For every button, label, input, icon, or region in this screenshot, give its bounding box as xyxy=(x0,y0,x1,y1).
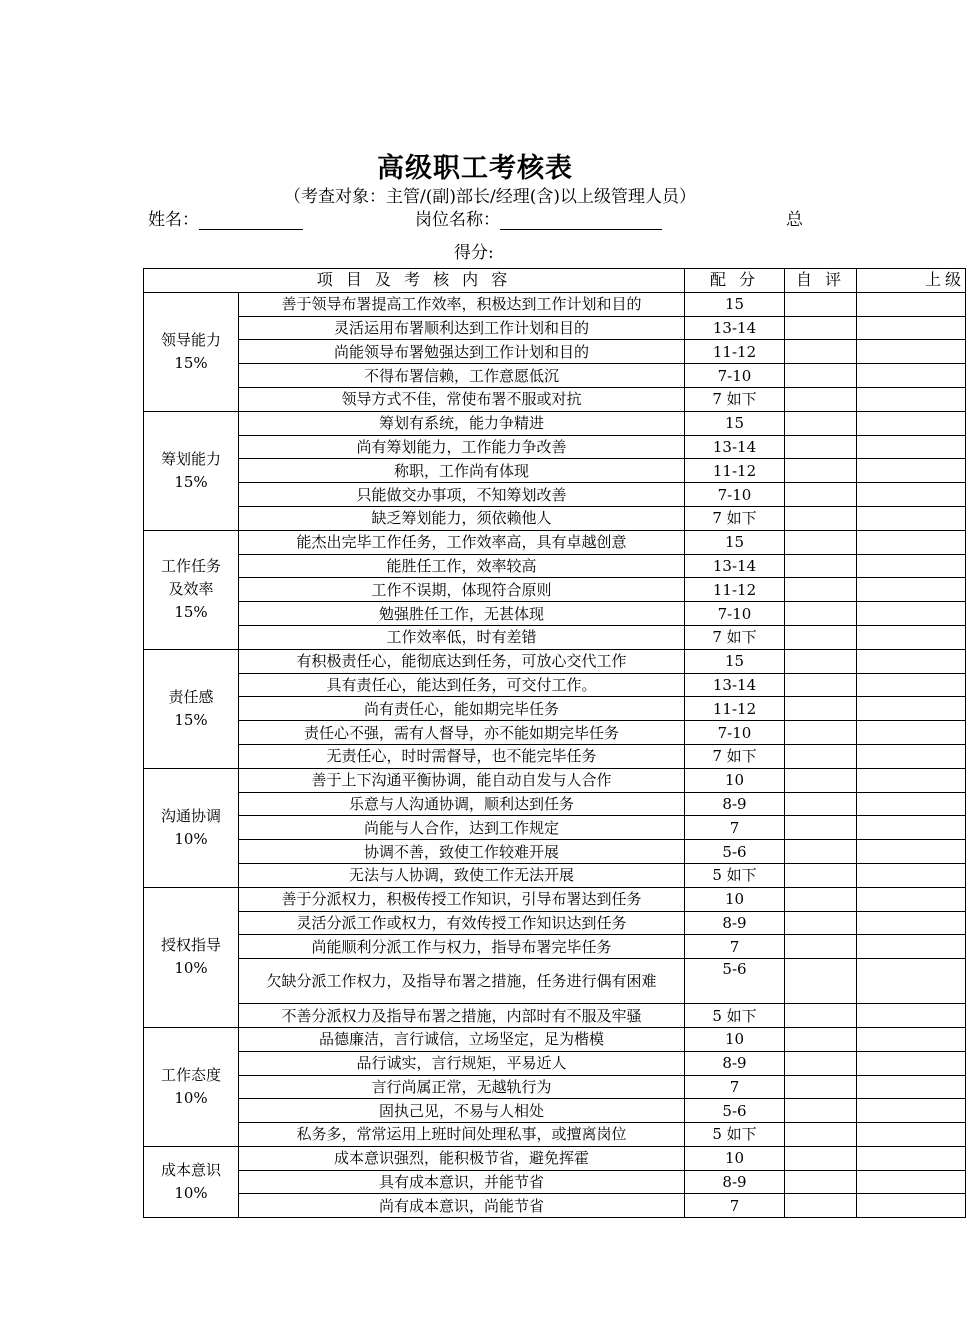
item-text: 工作不误期，体现符合原则 xyxy=(239,578,685,602)
item-score: 7 如下 xyxy=(685,744,785,768)
table-row xyxy=(144,816,966,840)
table-row xyxy=(144,1051,966,1075)
self-eval-cell[interactable] xyxy=(785,602,857,626)
table-row xyxy=(144,721,966,745)
item-score: 5-6 xyxy=(685,1099,785,1123)
self-eval-cell[interactable] xyxy=(785,816,857,840)
table-row xyxy=(144,1123,966,1147)
category-cell xyxy=(144,292,239,411)
name-label: 姓名： xyxy=(148,210,199,230)
self-eval-cell[interactable] xyxy=(785,530,857,554)
superior-eval-cell[interactable] xyxy=(857,887,966,911)
item-text: 筹划有系统，能力争精进 xyxy=(239,411,685,435)
self-eval-cell[interactable] xyxy=(785,911,857,935)
self-eval-cell[interactable] xyxy=(785,340,857,364)
table-row xyxy=(144,411,966,435)
item-text: 善于领导布署提高工作效率，积极达到工作计划和目的 xyxy=(239,292,685,316)
total-label: 总 xyxy=(786,210,803,230)
item-score: 10 xyxy=(685,887,785,911)
self-eval-cell[interactable] xyxy=(785,649,857,673)
category-name-line2: 及效率 xyxy=(168,580,214,599)
category-weight: 10% xyxy=(174,1184,208,1203)
item-text: 私务多，常常运用上班时间处理私事，或擅离岗位 xyxy=(239,1123,685,1147)
table-row xyxy=(144,649,966,673)
item-text: 善于上下沟通平衡协调，能自动自发与人合作 xyxy=(239,768,685,792)
table-row xyxy=(144,840,966,864)
category-name: 沟通协调 xyxy=(160,806,221,825)
item-score: 7 xyxy=(685,816,785,840)
item-text: 缺乏筹划能力，须依赖他人 xyxy=(239,506,685,530)
evaluation-table xyxy=(143,268,966,1218)
category-name: 工作态度 xyxy=(160,1065,221,1084)
item-text: 尚能领导布署勉强达到工作计划和目的 xyxy=(239,340,685,364)
item-score: 7 xyxy=(685,1194,785,1218)
table-row xyxy=(144,506,966,530)
superior-eval-cell[interactable] xyxy=(857,1146,966,1170)
item-score: 13-14 xyxy=(685,673,785,697)
item-score: 7 如下 xyxy=(685,625,785,649)
self-eval-cell[interactable] xyxy=(785,768,857,792)
category-cell xyxy=(144,1027,239,1146)
item-text: 尚能与人合作，达到工作规定 xyxy=(239,816,685,840)
self-eval-cell[interactable] xyxy=(785,435,857,459)
item-score: 8-9 xyxy=(685,792,785,816)
item-text: 欠缺分派工作权力，及指导布署之措施，任务进行偶有困难 xyxy=(239,959,685,1004)
superior-eval-cell[interactable] xyxy=(857,1004,966,1028)
superior-eval-cell[interactable] xyxy=(857,411,966,435)
table-row xyxy=(144,340,966,364)
category-cell xyxy=(144,530,239,649)
self-eval-cell[interactable] xyxy=(785,1146,857,1170)
superior-eval-cell[interactable] xyxy=(857,1123,966,1147)
self-eval-cell[interactable] xyxy=(785,1194,857,1218)
category-weight: 15% xyxy=(174,603,208,622)
table-row xyxy=(144,792,966,816)
table-row xyxy=(144,578,966,602)
superior-eval-cell[interactable] xyxy=(857,744,966,768)
item-text: 乐意与人沟通协调，顺利达到任务 xyxy=(239,792,685,816)
category-weight: 15% xyxy=(174,710,208,729)
superior-eval-cell[interactable] xyxy=(857,911,966,935)
superior-eval-cell[interactable] xyxy=(857,483,966,507)
self-eval-cell[interactable] xyxy=(785,1027,857,1051)
table-row xyxy=(144,387,966,411)
superior-eval-cell[interactable] xyxy=(857,364,966,388)
table-row xyxy=(144,744,966,768)
superior-eval-cell[interactable] xyxy=(857,554,966,578)
item-score: 10 xyxy=(685,768,785,792)
item-score: 7 xyxy=(685,935,785,959)
item-score: 10 xyxy=(685,1027,785,1051)
item-score: 10 xyxy=(685,1146,785,1170)
item-score: 11-12 xyxy=(685,578,785,602)
item-score: 7 xyxy=(685,1075,785,1099)
self-eval-cell[interactable] xyxy=(785,1099,857,1123)
item-score: 7-10 xyxy=(685,721,785,745)
category-name-line1: 工作任务 xyxy=(160,557,221,576)
category-weight: 10% xyxy=(174,829,208,848)
superior-eval-cell[interactable] xyxy=(857,1170,966,1194)
table-row xyxy=(144,316,966,340)
score-label: 得分: xyxy=(454,243,494,263)
category-weight: 10% xyxy=(174,959,208,978)
item-text: 只能做交办事项，不知筹划改善 xyxy=(239,483,685,507)
superior-eval-cell[interactable] xyxy=(857,959,966,1004)
table-row xyxy=(144,1004,966,1028)
self-eval-cell[interactable] xyxy=(785,697,857,721)
item-text: 品德廉洁，言行诚信，立场坚定，足为楷模 xyxy=(239,1027,685,1051)
item-score: 11-12 xyxy=(685,697,785,721)
name-field xyxy=(148,205,303,230)
item-score: 5 如下 xyxy=(685,1123,785,1147)
header-item: 项 目 及 考 核 内 容 xyxy=(144,269,685,293)
table-row xyxy=(144,1194,966,1218)
self-eval-cell[interactable] xyxy=(785,578,857,602)
self-eval-cell[interactable] xyxy=(785,935,857,959)
item-score: 7 如下 xyxy=(685,506,785,530)
self-eval-cell[interactable] xyxy=(785,459,857,483)
superior-eval-cell[interactable] xyxy=(857,387,966,411)
self-eval-cell[interactable] xyxy=(785,483,857,507)
self-eval-cell[interactable] xyxy=(785,554,857,578)
item-score: 13-14 xyxy=(685,316,785,340)
self-eval-cell[interactable] xyxy=(785,863,857,887)
item-score: 11-12 xyxy=(685,340,785,364)
table-row xyxy=(144,1027,966,1051)
item-text: 善于分派权力，积极传授工作知识，引导布署达到任务 xyxy=(239,887,685,911)
superior-eval-cell[interactable] xyxy=(857,506,966,530)
item-text: 不得布署信赖，工作意愿低沉 xyxy=(239,364,685,388)
table-header-row xyxy=(144,269,966,293)
self-eval-cell[interactable] xyxy=(785,959,857,1004)
self-eval-cell[interactable] xyxy=(785,721,857,745)
table-row xyxy=(144,863,966,887)
superior-eval-cell[interactable] xyxy=(857,840,966,864)
table-row xyxy=(144,887,966,911)
item-text: 固执己见，不易与人相处 xyxy=(239,1099,685,1123)
self-eval-cell[interactable] xyxy=(785,1170,857,1194)
table-row xyxy=(144,292,966,316)
table-row xyxy=(144,673,966,697)
item-score: 11-12 xyxy=(685,459,785,483)
item-score: 8-9 xyxy=(685,911,785,935)
superior-eval-cell[interactable] xyxy=(857,578,966,602)
table-row xyxy=(144,364,966,388)
item-score: 13-14 xyxy=(685,435,785,459)
subtitle: （考查对象：主管/(副)部长/经理(含)以上级管理人员） xyxy=(284,187,696,207)
category-name: 领导能力 xyxy=(160,330,221,349)
self-eval-cell[interactable] xyxy=(785,1004,857,1028)
self-eval-cell[interactable] xyxy=(785,411,857,435)
category-cell xyxy=(144,768,239,887)
table-row xyxy=(144,1170,966,1194)
self-eval-cell[interactable] xyxy=(785,744,857,768)
item-score: 5 如下 xyxy=(685,1004,785,1028)
category-name: 成本意识 xyxy=(160,1161,221,1180)
item-text: 不善分派权力及指导布署之措施，内部时有不服及牢骚 xyxy=(239,1004,685,1028)
superior-eval-cell[interactable] xyxy=(857,1099,966,1123)
position-field xyxy=(415,205,662,230)
item-text: 品行诚实，言行规矩，平易近人 xyxy=(239,1051,685,1075)
category-weight: 15% xyxy=(174,472,208,491)
item-text: 尚能顺利分派工作与权力，指导布署完毕任务 xyxy=(239,935,685,959)
self-eval-cell[interactable] xyxy=(785,887,857,911)
table-row xyxy=(144,911,966,935)
position-blank[interactable] xyxy=(500,211,662,230)
item-text: 协调不善，致使工作较难开展 xyxy=(239,840,685,864)
category-cell xyxy=(144,649,239,768)
header-superior: 上级 xyxy=(857,269,966,293)
self-eval-cell[interactable] xyxy=(785,292,857,316)
table-row xyxy=(144,483,966,507)
item-text: 责任心不强，需有人督导，亦不能如期完毕任务 xyxy=(239,721,685,745)
superior-eval-cell[interactable] xyxy=(857,673,966,697)
item-text: 灵活运用布署顺利达到工作计划和目的 xyxy=(239,316,685,340)
table-row xyxy=(144,554,966,578)
superior-eval-cell[interactable] xyxy=(857,649,966,673)
item-text: 灵活分派工作或权力，有效传授工作知识达到任务 xyxy=(239,911,685,935)
self-eval-cell[interactable] xyxy=(785,364,857,388)
superior-eval-cell[interactable] xyxy=(857,935,966,959)
item-score: 15 xyxy=(685,649,785,673)
item-text: 具有成本意识，并能节省 xyxy=(239,1170,685,1194)
item-score: 5-6 xyxy=(685,959,785,1004)
category-weight: 10% xyxy=(174,1088,208,1107)
item-text: 领导方式不佳，常使布署不服或对抗 xyxy=(239,387,685,411)
self-eval-cell[interactable] xyxy=(785,1051,857,1075)
superior-eval-cell[interactable] xyxy=(857,459,966,483)
item-score: 7-10 xyxy=(685,602,785,626)
name-blank[interactable] xyxy=(199,211,303,230)
item-text: 尚有筹划能力，工作能力争改善 xyxy=(239,435,685,459)
self-eval-cell[interactable] xyxy=(785,673,857,697)
category-weight: 15% xyxy=(174,353,208,372)
table-row xyxy=(144,935,966,959)
header-self: 自 评 xyxy=(785,269,857,293)
item-score: 8-9 xyxy=(685,1170,785,1194)
item-text: 有积极责任心，能彻底达到任务，可放心交代工作 xyxy=(239,649,685,673)
item-score: 7 如下 xyxy=(685,387,785,411)
category-name: 授权指导 xyxy=(160,936,221,955)
page-title: 高级职工考核表 xyxy=(377,153,573,184)
superior-eval-cell[interactable] xyxy=(857,863,966,887)
item-score: 5 如下 xyxy=(685,863,785,887)
table-row xyxy=(144,435,966,459)
table-row xyxy=(144,1146,966,1170)
item-score: 15 xyxy=(685,292,785,316)
superior-eval-cell[interactable] xyxy=(857,768,966,792)
table-row xyxy=(144,1099,966,1123)
self-eval-cell[interactable] xyxy=(785,1075,857,1099)
item-text: 成本意识强烈，能积极节省，避免挥霍 xyxy=(239,1146,685,1170)
category-name: 筹划能力 xyxy=(160,449,221,468)
category-name: 责任感 xyxy=(168,687,214,706)
table-row xyxy=(144,625,966,649)
item-score: 13-14 xyxy=(685,554,785,578)
table-row xyxy=(144,768,966,792)
header-points: 配 分 xyxy=(685,269,785,293)
item-text: 工作效率低，时有差错 xyxy=(239,625,685,649)
table-row xyxy=(144,530,966,554)
category-cell xyxy=(144,411,239,530)
superior-eval-cell[interactable] xyxy=(857,1027,966,1051)
superior-eval-cell[interactable] xyxy=(857,435,966,459)
item-score: 7-10 xyxy=(685,483,785,507)
superior-eval-cell[interactable] xyxy=(857,625,966,649)
superior-eval-cell[interactable] xyxy=(857,792,966,816)
category-cell xyxy=(144,1146,239,1217)
item-text: 无法与人协调，致使工作无法开展 xyxy=(239,863,685,887)
superior-eval-cell[interactable] xyxy=(857,721,966,745)
superior-eval-cell[interactable] xyxy=(857,292,966,316)
item-text: 无责任心，时时需督导，也不能完毕任务 xyxy=(239,744,685,768)
item-text: 称职，工作尚有体现 xyxy=(239,459,685,483)
superior-eval-cell[interactable] xyxy=(857,530,966,554)
superior-eval-cell[interactable] xyxy=(857,1051,966,1075)
superior-eval-cell[interactable] xyxy=(857,1194,966,1218)
item-score: 5-6 xyxy=(685,840,785,864)
superior-eval-cell[interactable] xyxy=(857,316,966,340)
item-text: 能胜任工作，效率较高 xyxy=(239,554,685,578)
self-eval-cell[interactable] xyxy=(785,625,857,649)
superior-eval-cell[interactable] xyxy=(857,1075,966,1099)
category-cell xyxy=(144,887,239,1027)
table-row xyxy=(144,602,966,626)
item-score: 8-9 xyxy=(685,1051,785,1075)
item-score: 15 xyxy=(685,411,785,435)
table-row xyxy=(144,697,966,721)
superior-eval-cell[interactable] xyxy=(857,340,966,364)
table-row xyxy=(144,1075,966,1099)
self-eval-cell[interactable] xyxy=(785,840,857,864)
item-text: 尚有责任心，能如期完毕任务 xyxy=(239,697,685,721)
item-score: 15 xyxy=(685,530,785,554)
self-eval-cell[interactable] xyxy=(785,316,857,340)
item-text: 言行尚属正常，无越轨行为 xyxy=(239,1075,685,1099)
self-eval-cell[interactable] xyxy=(785,1123,857,1147)
superior-eval-cell[interactable] xyxy=(857,602,966,626)
superior-eval-cell[interactable] xyxy=(857,816,966,840)
self-eval-cell[interactable] xyxy=(785,792,857,816)
item-text: 勉强胜任工作，无甚体现 xyxy=(239,602,685,626)
position-label: 岗位名称： xyxy=(415,210,500,230)
self-eval-cell[interactable] xyxy=(785,506,857,530)
item-text: 尚有成本意识，尚能节省 xyxy=(239,1194,685,1218)
item-score: 7-10 xyxy=(685,364,785,388)
superior-eval-cell[interactable] xyxy=(857,697,966,721)
item-text: 能杰出完毕工作任务，工作效率高，具有卓越创意 xyxy=(239,530,685,554)
table-row xyxy=(144,959,966,1004)
self-eval-cell[interactable] xyxy=(785,387,857,411)
table-row xyxy=(144,459,966,483)
item-text: 具有责任心，能达到任务，可交付工作。 xyxy=(239,673,685,697)
